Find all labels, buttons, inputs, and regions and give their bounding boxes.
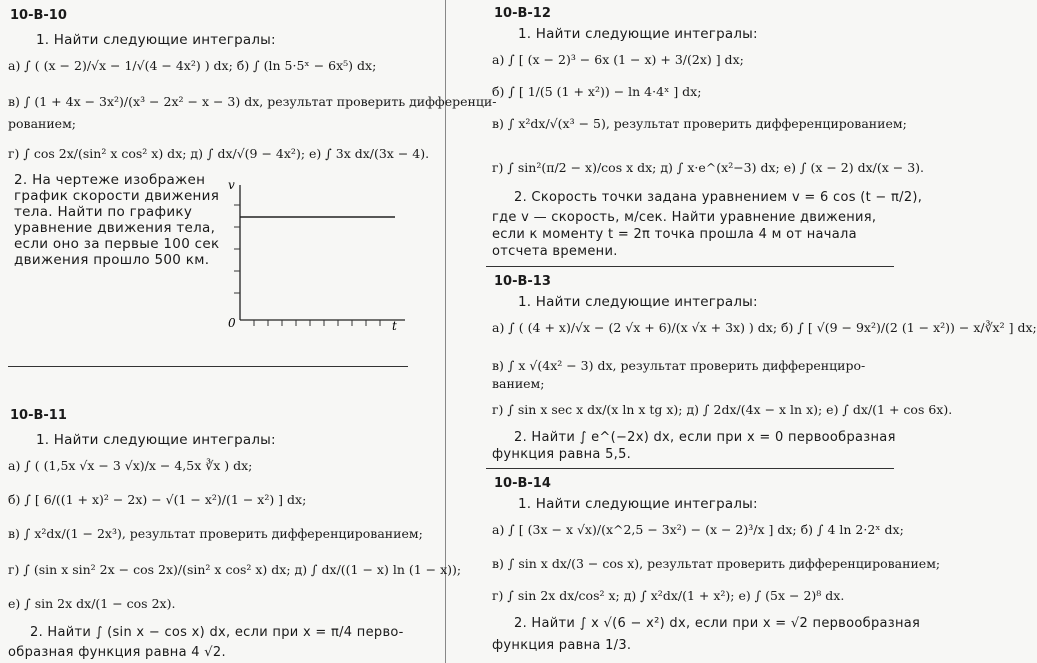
- graph-t-label: t: [392, 319, 397, 333]
- graph-origin-label: 0: [228, 316, 236, 330]
- variant-10-task1: 1. Найти следующие интегралы:: [36, 32, 276, 48]
- variant-13-item-v-cont: ванием;: [492, 376, 545, 391]
- section-separator: [8, 366, 408, 367]
- variant-11-title: 10-В-11: [10, 408, 67, 423]
- variant-12-title: 10-В-12: [494, 6, 551, 21]
- variant-11-item-a: а) ∫ ( (1,5x √x − 3 √x)/x − 4,5x ∛x ) dx;: [8, 458, 253, 473]
- variant-10-item-v: в) ∫ (1 + 4x − 3x²)/(x³ − 2x² − x − 3) dx, результат проверить дифференци-: [8, 94, 497, 109]
- graph-ticks: [234, 205, 380, 326]
- variant-14-task2-cont: функция равна 1/3.: [492, 638, 632, 653]
- variant-12-item-b: б) ∫ [ 1/(5 (1 + x²)) − ln 4·4ˣ ] dx;: [492, 84, 702, 99]
- variant-10-task2-line: если оно за первые 100 сек: [14, 236, 220, 252]
- variant-11-item-g: г) ∫ (sin x sin² 2x − cos 2x)/(sin² x cos² x) dx; д) ∫ dx/((1 − x) ln (1 − x));: [8, 562, 462, 577]
- variant-10-title: 10-В-10: [10, 8, 67, 23]
- variant-12-task2-line: 2. Скорость точки задана уравнением v = 6 cos (t − π/2),: [514, 190, 923, 205]
- variant-14-task2: 2. Найти ∫ x √(6 − x²) dx, если при x = √2 первообразная: [514, 616, 921, 631]
- variant-10-item-a: а) ∫ ( (x − 2)/√x − 1/√(4 − 4x²) ) dx; б) ∫ (ln 5·5ˣ − 6x⁵) dx;: [8, 58, 377, 73]
- variant-11-task1: 1. Найти следующие интегралы:: [36, 432, 276, 448]
- variant-13-task2-cont: функция равна 5,5.: [492, 447, 632, 462]
- variant-12-task1: 1. Найти следующие интегралы:: [518, 26, 758, 42]
- variant-11-item-e: е) ∫ sin 2x dx/(1 − cos 2x).: [8, 596, 176, 611]
- variant-14-task1: 1. Найти следующие интегралы:: [518, 496, 758, 512]
- variant-13-task2: 2. Найти ∫ e^(−2x) dx, если при x = 0 первообразная: [514, 430, 896, 445]
- variant-13-task1: 1. Найти следующие интегралы:: [518, 294, 758, 310]
- variant-12-task2-line: если к моменту t = 2π точка прошла 4 м от начала: [492, 227, 857, 242]
- variant-12-item-a: а) ∫ [ (x − 2)³ − 6x (1 − x) + 3/(2x) ] dx;: [492, 52, 744, 67]
- section-separator: [486, 266, 894, 267]
- variant-11-task2-cont: образная функция равна 4 √2.: [8, 645, 226, 660]
- variant-12-task2-line: где v — скорость, м/сек. Найти уравнение движения,: [492, 210, 877, 225]
- variant-10-item-g: г) ∫ cos 2x/(sin² x cos² x) dx; д) ∫ dx/√(9 − 4x²); е) ∫ 3x dx/(3x − 4).: [8, 146, 430, 161]
- right-column: [456, 0, 1037, 663]
- variant-10-task2-line: движения прошло 500 км.: [14, 252, 210, 268]
- left-column: [0, 0, 497, 663]
- variant-13-item-a: а) ∫ ( (4 + x)/√x − (2 √x + 6)/(x √x + 3x) ) dx; б) ∫ [ √(9 − 9x²)/(2 (1 − x²)) − x/∛x² ] dx;: [492, 320, 1037, 335]
- variant-14-item-g: г) ∫ sin 2x dx/cos² x; д) ∫ x²dx/(1 + x²); е) ∫ (5x − 2)⁸ dx.: [492, 588, 845, 603]
- variant-12-item-v: в) ∫ x²dx/√(x³ − 5), результат проверить дифференцированием;: [492, 116, 907, 131]
- velocity-graph: [220, 175, 410, 335]
- variant-13-item-g: г) ∫ sin x sec x dx/(x ln x tg x); д) ∫ 2dx/(4x − x ln x); е) ∫ dx/(1 + cos 6x).: [492, 402, 953, 417]
- variant-11-item-v: в) ∫ x²dx/(1 − 2x³), результат проверить дифференцированием;: [8, 526, 423, 541]
- variant-14-title: 10-В-14: [494, 476, 551, 491]
- graph-v-label: v: [228, 178, 235, 192]
- section-separator: [486, 468, 894, 469]
- variant-12-task2-line: отсчета времени.: [492, 244, 618, 259]
- variant-10-item-v-cont: рованием;: [8, 116, 77, 131]
- variant-10-task2-line: уравнение движения тела,: [14, 220, 216, 236]
- variant-14-item-a: а) ∫ [ (3x − x √x)/(x^2,5 − 3x²) − (x − 2)³/x ] dx; б) ∫ 4 ln 2·2ˣ dx;: [492, 522, 904, 537]
- variant-11-task2: 2. Найти ∫ (sin x − cos x) dx, если при x = π/4 перво-: [30, 625, 404, 640]
- variant-10-task2-line: тела. Найти по графику: [14, 204, 193, 220]
- variant-13-item-v: в) ∫ x √(4x² − 3) dx, результат проверить дифференциро-: [492, 358, 866, 373]
- variant-13-title: 10-В-13: [494, 274, 551, 289]
- variant-10-task2-line: график скорости движения: [14, 188, 220, 204]
- variant-11-item-b: б) ∫ [ 6/((1 + x)² − 2x) − √(1 − x²)/(1 − x²) ] dx;: [8, 492, 307, 507]
- variant-10-task2-line: 2. На чертеже изображен: [14, 172, 206, 188]
- variant-12-item-g: г) ∫ sin²(π/2 − x)/cos x dx; д) ∫ x·e^(x²−3) dx; е) ∫ (x − 2) dx/(x − 3).: [492, 160, 925, 175]
- variant-14-item-v: в) ∫ sin x dx/(3 − cos x), результат проверить дифференцированием;: [492, 556, 941, 571]
